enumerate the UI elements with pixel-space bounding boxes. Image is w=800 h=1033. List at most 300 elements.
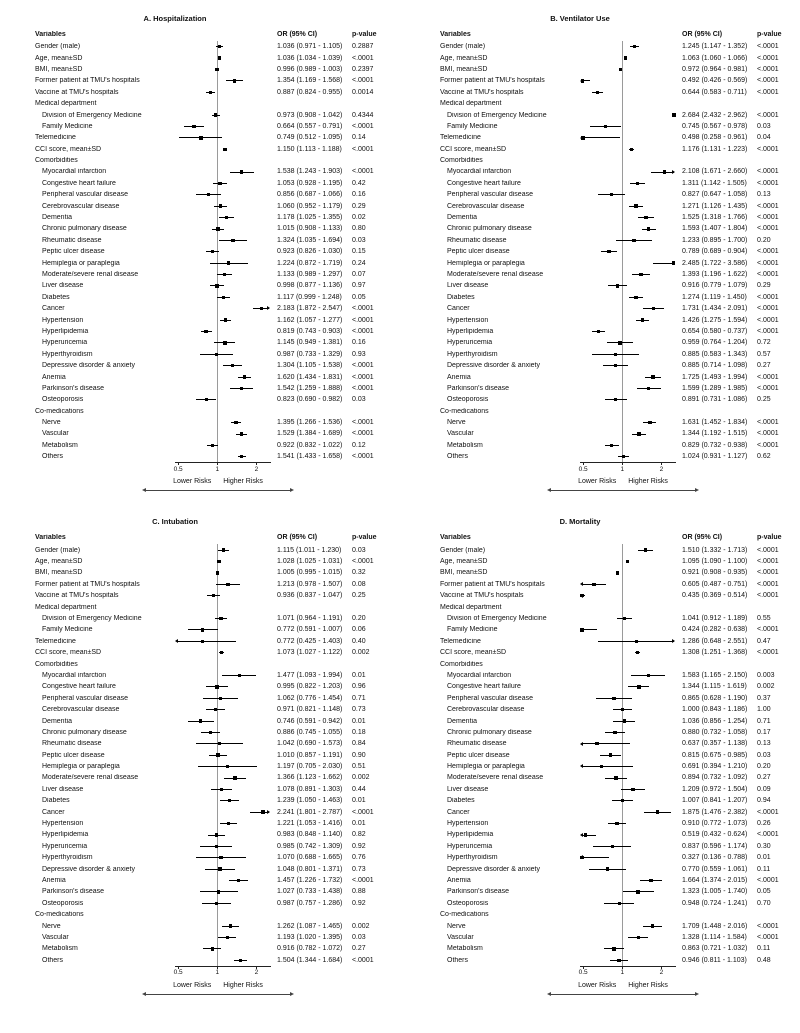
p-value: 0.04 — [757, 134, 771, 142]
or-marker — [614, 398, 617, 401]
forest-row — [440, 955, 795, 966]
ci-plot-cell — [582, 200, 674, 211]
ci-plot-cell — [177, 772, 269, 783]
row-label: Parkinson's disease — [447, 384, 510, 392]
row-label: Division of Emergency Medicine — [42, 111, 142, 119]
p-value: <.0001 — [757, 592, 779, 600]
forest-row — [35, 704, 390, 715]
ci-plot-cell — [582, 178, 674, 189]
row-label: Age, mean±SD — [35, 558, 83, 566]
or-marker — [240, 387, 243, 390]
row-label: Hemiplegia or paraplegia — [447, 259, 525, 267]
forest-row — [440, 772, 795, 783]
or-marker — [652, 307, 655, 310]
column-headers — [35, 28, 390, 41]
ci-plot-cell — [177, 624, 269, 635]
ci-plot-cell — [177, 371, 269, 382]
or-marker — [226, 936, 229, 939]
p-value: <.0001 — [757, 626, 779, 634]
or-marker — [231, 239, 234, 242]
ci-plot-cell — [582, 98, 674, 109]
p-value: <.0001 — [352, 316, 374, 324]
or-ci-value: 1.541 (1.433 - 1.658) — [277, 453, 343, 461]
forest-row — [35, 590, 390, 601]
row-label: Dementia — [42, 214, 72, 222]
forest-row — [440, 132, 795, 143]
p-value: 0.80 — [352, 225, 366, 233]
row-label: Chronic pulmonary disease — [447, 728, 532, 736]
p-value: <.0001 — [757, 316, 779, 324]
or-marker — [219, 204, 222, 207]
row-label: Dementia — [42, 717, 72, 725]
plot-header-spacer — [582, 531, 674, 544]
ci-plot-cell — [177, 704, 269, 715]
p-value: <.0001 — [757, 259, 779, 267]
forest-row — [35, 613, 390, 624]
or-marker — [614, 353, 617, 356]
row-label: Cancer — [447, 808, 470, 816]
forest-row — [35, 920, 390, 931]
p-value: 0.03 — [352, 396, 366, 404]
ci-plot-cell — [177, 932, 269, 943]
or-marker — [617, 959, 620, 962]
or-ci-value: 1.426 (1.275 - 1.594) — [682, 316, 748, 324]
forest-row — [35, 841, 390, 852]
column-header-or: OR (95% CI) — [682, 31, 723, 38]
row-label: Comorbidities — [35, 660, 78, 668]
or-marker — [218, 45, 221, 48]
forest-row — [35, 863, 390, 874]
row-label: CCI score, mean±SD — [35, 649, 102, 657]
row-label: Parkinson's disease — [447, 888, 510, 896]
forest-row — [35, 383, 390, 394]
lower-risks-label: Lower Risks — [173, 981, 212, 989]
p-value: <.0001 — [352, 305, 374, 313]
forest-row — [35, 715, 390, 726]
row-label: Hyperlipidemia — [447, 831, 494, 839]
row-label: BMI, mean±SD — [35, 569, 83, 577]
ci-plot-cell — [177, 613, 269, 624]
or-marker — [636, 182, 639, 185]
or-marker — [647, 674, 650, 677]
column-header-p: p-value — [352, 534, 377, 542]
row-label: Moderate/severe renal disease — [42, 774, 139, 782]
column-header-variables: Variables — [440, 534, 471, 542]
p-value: 0.71 — [352, 694, 366, 702]
ci-plot-cell — [582, 212, 674, 223]
or-marker — [216, 227, 219, 230]
p-value: 0.16 — [352, 191, 366, 199]
or-marker — [219, 617, 222, 620]
row-label: Cerebrovascular disease — [42, 202, 120, 210]
row-label: Age, mean±SD — [35, 54, 83, 62]
forest-row — [440, 200, 795, 211]
row-label: Cancer — [42, 808, 65, 816]
or-marker — [633, 45, 636, 48]
higher-risks-label: Higher Risks — [628, 478, 668, 486]
ci-plot-cell — [177, 235, 269, 246]
ci-plot-cell — [177, 417, 269, 428]
forest-row — [440, 212, 795, 223]
p-value: 0.93 — [352, 350, 366, 358]
row-label: Parkinson's disease — [42, 384, 105, 392]
or-ci-value: 0.749 (0.512 - 1.095) — [277, 134, 343, 142]
or-marker — [623, 617, 626, 620]
p-value: 0.01 — [352, 717, 366, 725]
p-value: 0.48 — [757, 956, 771, 964]
or-ci-value: 1.308 (1.251 - 1.368) — [682, 649, 748, 657]
or-marker — [639, 273, 642, 276]
or-marker — [215, 833, 218, 836]
axis-tick — [178, 966, 179, 969]
row-label: Hemiplegia or paraplegia — [42, 259, 120, 267]
or-ci-value: 1.024 (0.931 - 1.127) — [682, 453, 748, 461]
column-headers — [440, 28, 795, 41]
ci-plot-cell — [177, 590, 269, 601]
forest-row — [440, 567, 795, 578]
p-value: <.0001 — [352, 419, 374, 427]
or-marker — [260, 307, 263, 310]
p-value: 0.27 — [352, 945, 366, 953]
or-ci-value: 0.946 (0.811 - 1.103) — [682, 956, 747, 964]
row-label: Dementia — [447, 717, 477, 725]
p-value: <.0001 — [352, 54, 374, 62]
ci-plot-cell — [177, 349, 269, 360]
forest-row — [440, 109, 795, 120]
or-ci-value: 1.583 (1.165 - 2.150) — [682, 671, 748, 679]
or-marker — [596, 91, 599, 94]
forest-rows — [35, 41, 390, 462]
axis-tick-label: 2 — [659, 465, 664, 473]
ci-plot-cell — [582, 292, 674, 303]
row-label: Former patient at TMU's hospitals — [440, 77, 545, 85]
row-label: Anemia — [42, 373, 66, 381]
ci-plot-cell — [582, 590, 674, 601]
ci-plot-cell — [582, 658, 674, 669]
ci-plot-cell — [582, 636, 674, 647]
or-ci-value: 0.894 (0.732 - 1.092) — [682, 774, 748, 782]
p-value: 0.71 — [757, 717, 771, 725]
or-ci-value: 1.271 (1.126 - 1.435) — [682, 202, 748, 210]
row-label: Former patient at TMU's hospitals — [35, 77, 140, 85]
ci-plot-cell — [582, 166, 674, 177]
row-label: Comorbidities — [35, 157, 78, 165]
axis-tick — [583, 966, 584, 969]
forest-row — [440, 613, 795, 624]
or-ci-value: 0.921 (0.908 - 0.935) — [682, 569, 748, 577]
row-label: Liver disease — [42, 282, 84, 290]
or-ci-value: 0.789 (0.689 - 0.904) — [682, 248, 748, 256]
forest-row — [35, 280, 390, 291]
forest-row — [440, 235, 795, 246]
ci-plot-cell — [177, 326, 269, 337]
ci-plot-cell — [177, 246, 269, 257]
forest-row — [35, 223, 390, 234]
ci-line — [177, 641, 236, 642]
p-value: 0.07 — [352, 271, 366, 278]
ci-plot-cell — [177, 875, 269, 886]
or-ci-value: 1.664 (1.374 - 2.015) — [682, 876, 748, 884]
forest-row — [440, 727, 795, 738]
or-ci-value: 1.239 (1.050 - 1.463) — [277, 797, 343, 805]
p-value: 0.0014 — [352, 88, 374, 96]
or-marker — [220, 788, 223, 791]
ci-plot-cell — [582, 440, 674, 451]
p-value: 0.51 — [352, 763, 366, 771]
or-marker — [211, 250, 214, 253]
ci-plot-cell — [582, 451, 674, 462]
row-label: Cerebrovascular disease — [447, 706, 525, 714]
or-ci-value: 1.393 (1.196 - 1.622) — [682, 271, 748, 278]
forest-row — [440, 818, 795, 829]
forest-row — [440, 932, 795, 943]
p-value: 0.24 — [352, 259, 366, 267]
ci-plot-cell — [582, 349, 674, 360]
or-marker — [240, 432, 243, 435]
or-ci-value: 1.328 (1.114 - 1.584) — [682, 933, 747, 941]
forest-row — [440, 75, 795, 86]
or-marker — [233, 79, 236, 82]
panel-ventilator-use — [440, 14, 795, 501]
ci-plot-cell — [177, 829, 269, 840]
p-value: 0.26 — [757, 820, 771, 828]
row-label: Hypertension — [447, 316, 489, 324]
ci-plot-cell — [177, 314, 269, 325]
or-ci-value: 0.654 (0.580 - 0.737) — [682, 327, 748, 335]
or-marker — [226, 583, 229, 586]
forest-row — [35, 52, 390, 63]
x-axis — [578, 462, 674, 477]
row-label: Depressive disorder & anxiety — [447, 865, 540, 873]
or-marker — [621, 799, 624, 802]
or-ci-value: 0.745 (0.567 - 0.978) — [682, 122, 748, 130]
row-label: Depressive disorder & anxiety — [447, 362, 540, 370]
forest-row — [440, 681, 795, 692]
forest-row — [35, 784, 390, 795]
ci-plot-cell — [582, 920, 674, 931]
clip-arrow-right-icon — [672, 170, 675, 174]
row-label: Telemedicine — [440, 637, 481, 645]
or-ci-value: 1.233 (0.895 - 1.700) — [682, 236, 748, 244]
row-label: Rheumatic disease — [447, 236, 507, 244]
p-value: 0.92 — [352, 842, 366, 850]
forest-row — [35, 440, 390, 451]
p-value: 0.09 — [757, 785, 771, 793]
row-label: Medical department — [35, 603, 97, 611]
or-marker — [607, 250, 610, 253]
row-label: Depressive disorder & anxiety — [42, 362, 135, 370]
forest-row — [35, 246, 390, 257]
forest-row — [440, 784, 795, 795]
or-marker — [630, 148, 633, 151]
row-label: Hypertension — [42, 316, 84, 324]
ci-line — [582, 766, 633, 767]
ci-plot-cell — [177, 109, 269, 120]
forest-row — [440, 761, 795, 772]
p-value: 0.2397 — [352, 65, 374, 73]
or-marker — [209, 731, 212, 734]
or-marker — [636, 890, 639, 893]
forest-row — [35, 75, 390, 86]
or-marker — [672, 113, 675, 116]
section-row — [440, 406, 795, 417]
panel-title: C. Intubation — [152, 517, 198, 527]
or-marker — [672, 261, 675, 264]
or-ci-value: 1.725 (1.493 - 1.994) — [682, 373, 748, 381]
panel-title: D. Mortality — [559, 517, 601, 527]
p-value: 0.03 — [757, 751, 771, 759]
or-marker — [217, 890, 220, 893]
p-value: 0.47 — [757, 637, 771, 645]
or-marker — [580, 594, 583, 597]
row-label: Former patient at TMU's hospitals — [35, 580, 140, 588]
or-ci-value: 0.327 (0.136 - 0.788) — [682, 854, 748, 862]
ci-plot-cell — [582, 715, 674, 726]
p-value: <.0001 — [757, 271, 779, 278]
ci-plot-cell — [177, 98, 269, 109]
p-value: <.0001 — [757, 373, 779, 381]
row-label: Telemedicine — [35, 637, 76, 645]
axis-tick-label: 0.5 — [578, 465, 588, 473]
forest-row — [35, 303, 390, 314]
ci-plot-cell — [177, 223, 269, 234]
or-marker — [219, 856, 222, 859]
column-header-or: OR (95% CI) — [682, 534, 723, 542]
p-value: 0.97 — [352, 282, 366, 290]
row-label: Vascular — [42, 430, 69, 438]
lower-risks-label: Lower Risks — [578, 478, 617, 486]
p-value: 0.44 — [352, 785, 366, 793]
forest-row — [440, 544, 795, 555]
or-ci-value: 1.133 (0.989 - 1.297) — [277, 271, 343, 278]
or-ci-value: 0.923 (0.826 - 1.030) — [277, 248, 343, 256]
axis-tick — [622, 966, 623, 969]
p-value: 0.55 — [757, 614, 771, 622]
or-ci-value: 1.041 (0.912 - 1.189) — [682, 614, 748, 622]
or-marker — [223, 341, 226, 344]
forest-row — [35, 87, 390, 98]
or-ci-value: 0.973 (0.908 - 1.042) — [277, 111, 343, 119]
ci-plot-cell — [582, 360, 674, 371]
row-label: Myocardial infarction — [42, 671, 107, 679]
p-value: 0.20 — [757, 236, 771, 244]
forest-row — [440, 715, 795, 726]
row-label: Congestive heart failure — [42, 683, 116, 691]
forest-row — [440, 590, 795, 601]
forest-row — [35, 200, 390, 211]
clip-arrow-left-icon — [580, 742, 583, 746]
or-marker — [600, 765, 603, 768]
axis-tick — [583, 462, 584, 465]
ci-line — [582, 629, 597, 630]
row-label: Metabolism — [42, 945, 78, 953]
or-ci-value: 1.063 (1.060 - 1.066) — [682, 54, 748, 62]
or-marker — [606, 867, 609, 870]
row-label: Telemedicine — [440, 134, 481, 142]
panel-intubation — [35, 517, 390, 1004]
clip-arrow-right-icon — [672, 639, 675, 643]
or-ci-value: 1.005 (0.995 - 1.015) — [277, 569, 343, 577]
or-marker — [592, 583, 595, 586]
row-label: Nerve — [447, 419, 466, 427]
row-label: Rheumatic disease — [42, 740, 102, 748]
forest-row — [440, 428, 795, 439]
forest-row — [35, 579, 390, 590]
row-label: Family Medicine — [42, 626, 93, 634]
higher-risks-label: Higher Risks — [223, 478, 263, 486]
p-value: 0.03 — [352, 546, 366, 554]
forest-row — [35, 292, 390, 303]
ci-plot-cell — [177, 428, 269, 439]
p-value: <.0001 — [757, 441, 779, 449]
p-value: <.0001 — [757, 831, 779, 839]
p-value: 0.03 — [757, 122, 771, 130]
row-label: Dementia — [447, 214, 477, 222]
row-label: Others — [42, 956, 64, 964]
row-label: Metabolism — [42, 441, 78, 449]
ci-plot-cell — [582, 394, 674, 405]
p-value: 0.27 — [757, 774, 771, 782]
row-label: Anemia — [42, 876, 66, 884]
ci-plot-cell — [177, 761, 269, 772]
or-ci-value: 1.731 (1.434 - 2.091) — [682, 305, 748, 313]
or-ci-value: 0.772 (0.425 - 1.403) — [277, 637, 343, 645]
risk-direction-legend — [440, 981, 795, 1005]
higher-risks-label: Higher Risks — [223, 981, 263, 989]
or-ci-value: 2.684 (2.432 - 2.962) — [682, 111, 748, 119]
forest-row — [35, 761, 390, 772]
forest-row — [35, 647, 390, 658]
or-ci-value: 0.936 (0.837 - 1.047) — [277, 592, 343, 600]
ci-plot-cell — [177, 784, 269, 795]
p-value: 0.29 — [757, 282, 771, 290]
p-value: <.0001 — [757, 65, 779, 73]
row-label: Others — [447, 956, 469, 964]
ci-plot-cell — [582, 761, 674, 772]
p-value: <.0001 — [757, 248, 779, 256]
row-label: Cancer — [42, 305, 65, 313]
or-marker — [209, 91, 212, 94]
or-ci-value: 0.971 (0.821 - 1.148) — [277, 706, 343, 714]
forest-row — [35, 109, 390, 120]
forest-row — [35, 326, 390, 337]
ci-plot-cell — [177, 795, 269, 806]
ci-plot-cell — [177, 303, 269, 314]
forest-row — [440, 806, 795, 817]
forest-row — [440, 178, 795, 189]
p-value: 0.88 — [352, 888, 366, 896]
ci-plot-cell — [582, 875, 674, 886]
section-row — [35, 658, 390, 669]
or-ci-value: 1.048 (0.801 - 1.371) — [277, 865, 343, 873]
or-marker — [623, 719, 626, 722]
plot-header-spacer — [177, 531, 269, 544]
ci-plot-cell — [582, 406, 674, 417]
p-value: <.0001 — [757, 808, 779, 816]
forest-row — [35, 178, 390, 189]
p-value: 0.002 — [757, 683, 775, 691]
or-ci-value: 1.028 (1.025 - 1.031) — [277, 558, 343, 566]
forest-row — [35, 189, 390, 200]
or-marker — [649, 879, 652, 882]
forest-row — [35, 943, 390, 954]
ci-plot-cell — [177, 132, 269, 143]
forest-row — [35, 144, 390, 155]
section-row — [440, 658, 795, 669]
forest-row — [440, 326, 795, 337]
ci-plot-cell — [582, 269, 674, 280]
p-value: 0.03 — [352, 933, 366, 941]
